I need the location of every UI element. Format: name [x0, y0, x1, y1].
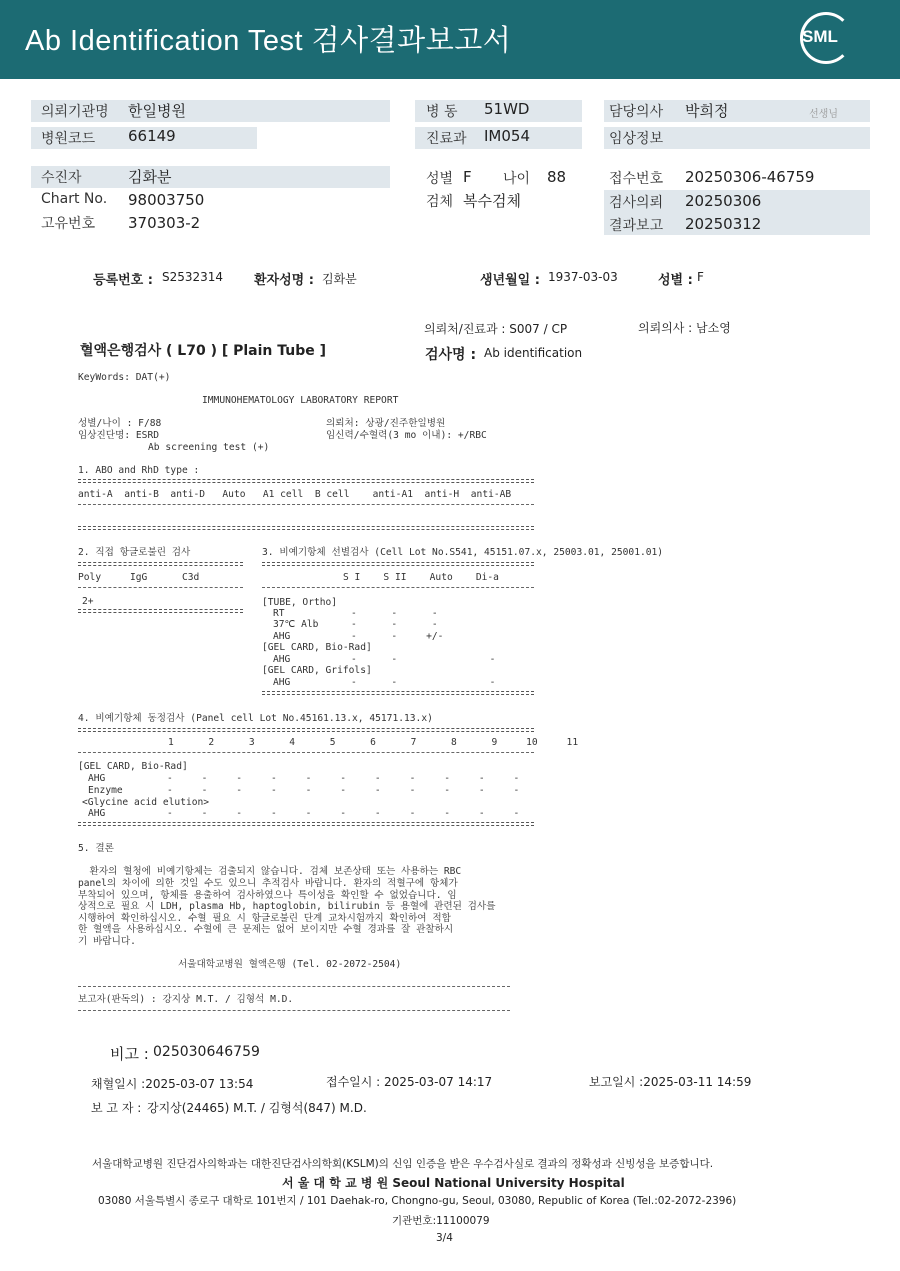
reg-value: S2532314	[162, 270, 224, 284]
report-title: Ab Identification Test 검사결과보고서	[25, 25, 512, 57]
panel-rule-mid	[78, 752, 534, 753]
sex-age-line: 성별/나이 : F/88	[78, 418, 162, 429]
panel-gel-label: [GEL CARD, Bio-Rad]	[78, 761, 188, 772]
conclusion-line-2: panel의 차이에 의한 것일 수도 있으니 추적검사 바랍니다. 환자의 적혈구에 항체가	[78, 878, 458, 889]
conclusion-line-4: 상적으로 필요 시 LDH, plasma Hb, haptoglobin, bilirubin 등 용혈에 관련된 검사를	[78, 901, 496, 912]
remark-label: 비고 :	[110, 1045, 149, 1063]
test-name-value: Ab identification	[484, 346, 583, 360]
conclusion-line-3: 부착되어 있으며, 항체를 용출하여 검사하였으나 특이성을 확인할 수 없었습니다. 임	[78, 890, 457, 901]
uid-label: 고유번호	[41, 216, 96, 232]
keywords-line: KeyWords: DAT(+)	[78, 372, 171, 383]
dob-label: 생년월일 :	[480, 273, 540, 288]
sml-logo-icon: SML	[800, 12, 852, 64]
gel-bio-label: [GEL CARD, Bio-Rad]	[262, 642, 372, 653]
dept-label: 진료과	[426, 131, 467, 147]
panel-enzyme-label: Enzyme	[88, 785, 123, 796]
test-title: 혈액은행검사 ( L70 ) [ Plain Tube ]	[80, 343, 327, 359]
gel-bio-values: - - -	[351, 654, 496, 665]
req-date-label: 검사의뢰	[609, 195, 664, 211]
dat-columns: Poly IgG C3d	[78, 572, 200, 583]
alb-label: 37℃ Alb	[273, 619, 319, 630]
receipt-value: 20250306-46759	[685, 168, 815, 186]
gel-gri-ahg-label: AHG	[273, 677, 291, 688]
abo-rule-bottom	[78, 526, 534, 530]
abo-rule-top	[78, 479, 534, 483]
footer-reporter-value: 강지상(24465) M.T. / 김형석(847) M.D.	[147, 1101, 367, 1115]
result-date-value: 20250312	[685, 215, 762, 233]
patient-band	[31, 166, 390, 188]
reg-label: 등록번호 :	[93, 273, 153, 288]
panel-ahg2-label: AHG	[88, 808, 106, 819]
panel-glycine-label: <Glycine acid elution>	[82, 797, 210, 808]
dat-rule-bottom	[78, 609, 243, 613]
dob-value: 1937-03-03	[548, 270, 618, 284]
report-header	[0, 0, 900, 79]
hospital-address: 03080 서울특별시 종로구 대학로 101번지 / 101 Daehak-ro, Chongno-gu, Seoul, 03080, Republic of Korea (Tel.:02-2072-2396)	[98, 1195, 737, 1207]
mono-reporter-line: 보고자(판독의) : 강지상 M.T. / 김형석 M.D.	[78, 994, 294, 1005]
alb-values: - - -	[351, 619, 438, 630]
req-org-value: 한일병원	[128, 102, 186, 120]
panel-ahg-label: AHG	[88, 773, 106, 784]
screen-rule-bottom	[262, 691, 534, 695]
ward-value: 51WD	[484, 100, 530, 118]
conclusion-line-5: 시행하여 확인하십시오. 수혈 필요 시 항글로불린 단계 교차시험까지 확인하여 적합	[78, 913, 451, 924]
sex2-value: F	[697, 270, 704, 284]
chart-value: 98003750	[128, 191, 205, 209]
patient-value: 김화분	[128, 168, 172, 186]
dat-title: 2. 직접 항글로불린 검사	[78, 547, 191, 558]
screen-title: 3. 비예기항체 선별검사 (Cell Lot No.S541, 45151.07.x, 25003.01, 25001.01)	[262, 547, 664, 558]
reporter-rule-top	[78, 986, 510, 987]
doctor-label: 담당의사	[609, 104, 664, 120]
panel-rule-bottom	[78, 822, 534, 826]
report-time: 보고일시 :2025-03-11 14:59	[589, 1075, 752, 1089]
conclusion-line-1: 환자의 혈청에 비예기항체는 검출되지 않습니다. 검체 보존상태 또는 사용하는 RBC	[78, 866, 462, 877]
sex-label: 성별	[426, 171, 454, 187]
panel-enzyme-values: - - - - - - - - - - -	[167, 785, 520, 796]
conclusion-title: 5. 결론	[78, 843, 114, 854]
diag-line: 임상진단명: ESRD	[78, 430, 159, 441]
doctor-value: 박희정	[685, 102, 729, 120]
institution-number: 기관번호:11100079	[392, 1215, 490, 1227]
doctor-suffix: 선생님	[809, 109, 838, 120]
clinical-label: 임상정보	[609, 131, 664, 147]
hosp-code-label: 병원코드	[41, 131, 96, 147]
conclusion-line-6: 한 혈액을 사용하십시오. 수혈에 큰 문제는 없어 보이지만 수혈 경과를 잘 관찰하시	[78, 924, 454, 935]
screen-columns: S I S II Auto Di-a	[343, 572, 499, 583]
preg-line: 임신력/수혈력(3 mo 이내): +/RBC	[326, 430, 487, 441]
panel-rule-top	[78, 728, 534, 732]
receipt-label: 접수번호	[609, 171, 664, 187]
ahg-label: AHG	[273, 631, 291, 642]
abo-title: 1. ABO and RhD type :	[78, 465, 200, 476]
chart-label: Chart No.	[41, 191, 108, 207]
dept-value: IM054	[484, 127, 530, 145]
reporter-rule-bottom	[78, 1010, 510, 1011]
blood-bank-line: 서울대학교병원 혈액은행 (Tel. 02-2072-2504)	[178, 959, 402, 970]
certification-text: 서울대학교병원 진단검사의학과는 대한진단검사의학회(KSLM)의 신임 인증을 받은 우수검사실로 결과의 정확성과 신빙성을 보증합니다.	[92, 1158, 714, 1170]
dat-value: 2+	[82, 596, 94, 607]
gel-gri-label: [GEL CARD, Grifols]	[262, 665, 372, 676]
ward-label: 병 동	[426, 104, 458, 120]
abo-rule-mid	[78, 504, 534, 505]
name-value: 김화분	[322, 272, 357, 286]
age-label: 나이	[503, 171, 531, 187]
footer-reporter-label: 보 고 자 :	[91, 1101, 142, 1115]
sex-value: F	[463, 168, 472, 186]
panel-ahg2-values: - - - - - - - - - - -	[167, 808, 520, 819]
panel-title: 4. 비예기항체 동정검사 (Panel cell Lot No.45161.13.x, 45171.13.x)	[78, 713, 433, 724]
sex2-label: 성별 :	[658, 273, 693, 288]
conclusion-line-7: 기 바랍니다.	[78, 936, 136, 947]
patient-label: 수진자	[41, 170, 82, 186]
req-from-line: 의뢰처: 상광/진주한일병원	[326, 418, 446, 429]
panel-ahg-values: - - - - - - - - - - -	[167, 773, 520, 784]
screen-line: Ab screening test (+)	[148, 442, 270, 453]
specimen-label: 검체	[426, 194, 454, 210]
dat-rule-mid	[78, 587, 243, 588]
dept-line: 의뢰처/진료과 : S007 / CP	[424, 322, 568, 336]
page-number: 3/4	[436, 1232, 453, 1244]
screen-rule-top	[262, 562, 534, 566]
rt-values: - - -	[351, 608, 438, 619]
name-label: 환자성명 :	[254, 273, 314, 288]
doc-line: 의뢰의사 : 남소영	[638, 321, 731, 335]
hospital-name: 서 울 대 학 교 병 원 Seoul National University Hospital	[282, 1176, 625, 1190]
gel-bio-ahg-label: AHG	[273, 654, 291, 665]
tube-label: [TUBE, Ortho]	[262, 597, 338, 608]
result-date-label: 결과보고	[609, 218, 664, 234]
gel-gri-values: - - -	[351, 677, 496, 688]
specimen-value: 복수검체	[463, 192, 521, 210]
ahg-values: - - +/-	[351, 631, 444, 642]
dat-rule-top	[78, 562, 243, 566]
abo-columns: anti-A anti-B anti-D Auto A1 cell B cell anti-A1 anti-H anti-AB	[78, 489, 512, 500]
collect-time: 채혈일시 :2025-03-07 13:54	[91, 1077, 254, 1091]
panel-columns: 1 2 3 4 5 6 7 8 9 10 11	[168, 737, 579, 748]
screen-rule-mid	[262, 587, 534, 588]
lab-title: IMMUNOHEMATOLOGY LABORATORY REPORT	[202, 395, 399, 406]
remark-value: 025030646759	[153, 1044, 260, 1060]
req-org-label: 의뢰기관명	[41, 104, 109, 120]
receive-time: 접수일시 : 2025-03-07 14:17	[326, 1075, 493, 1089]
rt-label: RT	[273, 608, 285, 619]
req-date-value: 20250306	[685, 192, 762, 210]
uid-value: 370303-2	[128, 214, 201, 232]
hosp-code-value: 66149	[128, 127, 176, 145]
age-value: 88	[547, 168, 567, 186]
test-name-label: 검사명 :	[425, 347, 477, 363]
